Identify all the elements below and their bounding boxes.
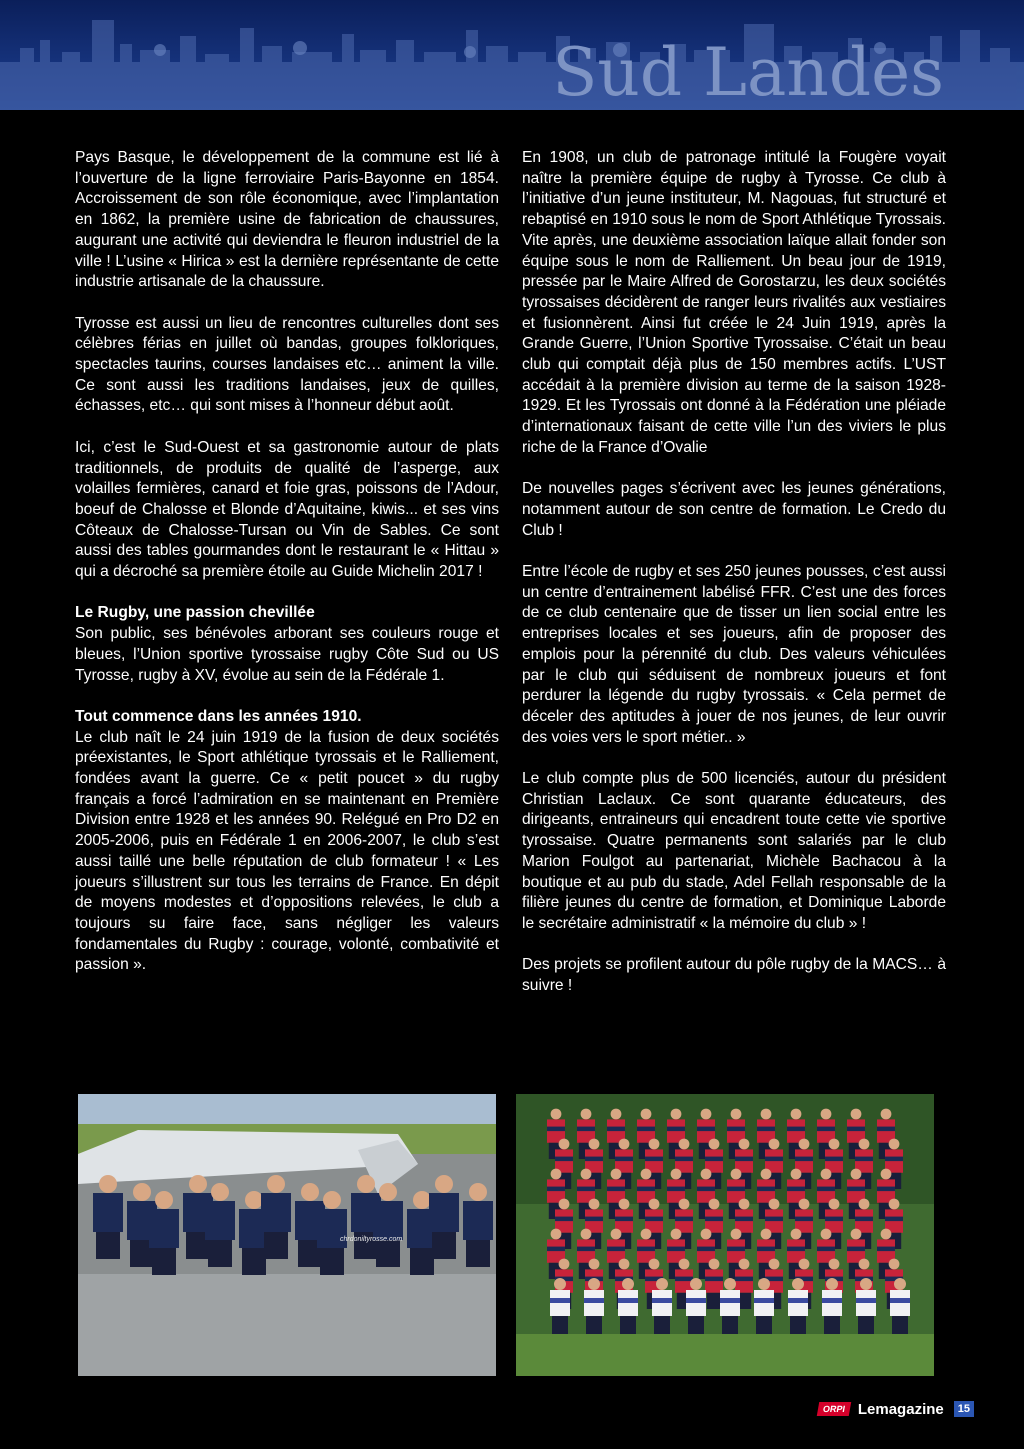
subheading: Tout commence dans les années 1910. [75,707,362,725]
team-running-photo [78,1094,496,1376]
team-group-photo [516,1094,934,1376]
paragraph: Pays Basque, le développement de la commune est lié à l’ouverture de la ligne ferroviaire Paris-Bayonne en 1854. Accroissement de son rôle économique, avec l’implantation en 1862, la première usine de fabrication de chaussures, augurant une activité qui deviendra le fleuron industriel de la ville ! L’usine « Hirica » est la dernière représentante de cette industrie artisanale de la chaussure. [75,149,499,291]
paragraph: Le club compte plus de 500 licenciés, autour du président Christian Laclaux. Ce sont quarante éducateurs, des dirigeants, entraineurs qui encadrent toute cette vie sportive tyrossaise. Quatre permanents sont salariés par le club Marion Foulgot au partenariat, Michèle Bachacou à la boutique et au pub du stade, Adel Fellah responsable de la filière jeunes du centre de formation, et Dominique Laborde le secrétaire administratif « la mémoire du club » ! [522,770,946,932]
section-title: Sud Landes [552,34,944,110]
paragraph: Ici, c’est le Sud-Ouest et sa gastronomie autour de plats traditionnels, de produits de qualité de l’asperge, aux volailles fermières, canard et foie gras, poissons de l’Adour, boeuf de Chalosse et Blonde d’Aquitaine, kiwis... et ses vins Côteaux de Chalosse-Tursan ou Vin de Sables. Ce sont aussi des tables gourmandes dont le restaurant le « Hittau » qui a décroché sa première étoile au Guide Michelin 2017 ! [75,438,499,581]
page-footer [818,1399,974,1419]
paragraph: Tyrosse est aussi un lieu de rencontres culturelles dont ses célèbres férias en juillet où bandas, groupes folkloriques, spectacles taurins, courses landaises etc… animent la ville. Ce sont aussi les traditions landaises, jeux de quilles, échasses, etc… qui sont mises à l’honneur début août. [75,314,499,415]
header-banner [0,0,1024,110]
paragraph: Entre l’école de rugby et ses 250 jeunes pousses, c’est aussi un centre d’entrainement labélisé FFR. C’est une des forces de ce club centenaire que de tisser un lien social entre les entreprises locales et ses joueurs, afin de proposer des emplois pour la pérennité du club. Des valeurs véhiculées par le club qui séduisent de nombreux joueurs et font perdurer la légende du rugby tyrossais. « Cela permet de déceler des aptitudes à jouer de nos jeunes, de leur ouvrir des voies vers le sport métier.. » [522,563,946,746]
history-section [75,707,499,976]
orpi-logo: ORPI [817,1402,851,1416]
magazine-name: Lemagazine [857,1400,944,1418]
article-left-column [75,148,499,997]
paragraph: Des projets se profilent autour du pôle rugby de la MACS… à suivre ! [522,956,946,995]
paragraph: En 1908, un club de patronage intitulé la Fougère voyait naître la première équipe de rugby à Tyrosse. Ce club à l’initiative d’un jeune instituteur, M. Nagouas, fut structuré et rebaptisé en 1910 sous le nom de Sport Athlétique Tyrossais. Vite après, une deuxième association laïque allait fonder son équipe sous le nom de Ralliement. Un beau jour de 1919, pressée par le Maire Alfred de Gorostarzu, les deux sociétés tyrossaises décidèrent de ranger leurs rivalités aux vestiaires et fusionnèrent. Ainsi fut créée le 24 Juin 1919, après la Grande Guerre, l’Union Sportive Tyrossaise. C’était un beau club qui comptait déjà plus de 150 membres actifs. L’UST accédait à la première division au terme de la saison 1928-1929. Et les Tyrossais ont donné à la Fédération une pléiade d’internationaux faisant de cette ville l’un des viviers le plus riche de la France d’Ovalie [522,149,946,456]
photo-credit: chrdoniltyrosse.com [340,1236,403,1243]
rugby-section [75,603,499,686]
page-number: 15 [954,1401,974,1417]
paragraph: De nouvelles pages s’écrivent avec les jeunes générations, notamment autour de son centre de formation. Le Credo du Club ! [522,480,946,539]
paragraph: Le club naît le 24 juin 1919 de la fusion de deux sociétés préexistantes, le Sport athlétique tyrossais et le Ralliement, fondées avant la guerre. Ce « petit poucet » du rugby français a forcé l’admiration en se maintenant en Première Division entre 1928 et les années 90. Relégué en Pro D2 en 2005-2006, puis en Fédérale 1 en 2006-2007, le club s’est aussi taillé une belle réputation de club formateur ! « Les joueurs s’illustrent sur tous les terrains de France. En dépit de moyens modestes et d’oppositions relevées, le club a toujours su faire face, sans négliger les valeurs fondamentales du Rugby : courage, volonté, combativité et passion ». [75,728,499,974]
subheading: Le Rugby, une passion chevillée [75,604,315,622]
article-right-column [522,148,946,1017]
paragraph: Son public, ses bénévoles arborant ses couleurs rouge et bleues, l’Union sportive tyrossaise rugby Côte Sud ou US Tyrosse, rugby à XV, évolue au sein de la Fédérale 1. [75,625,499,684]
